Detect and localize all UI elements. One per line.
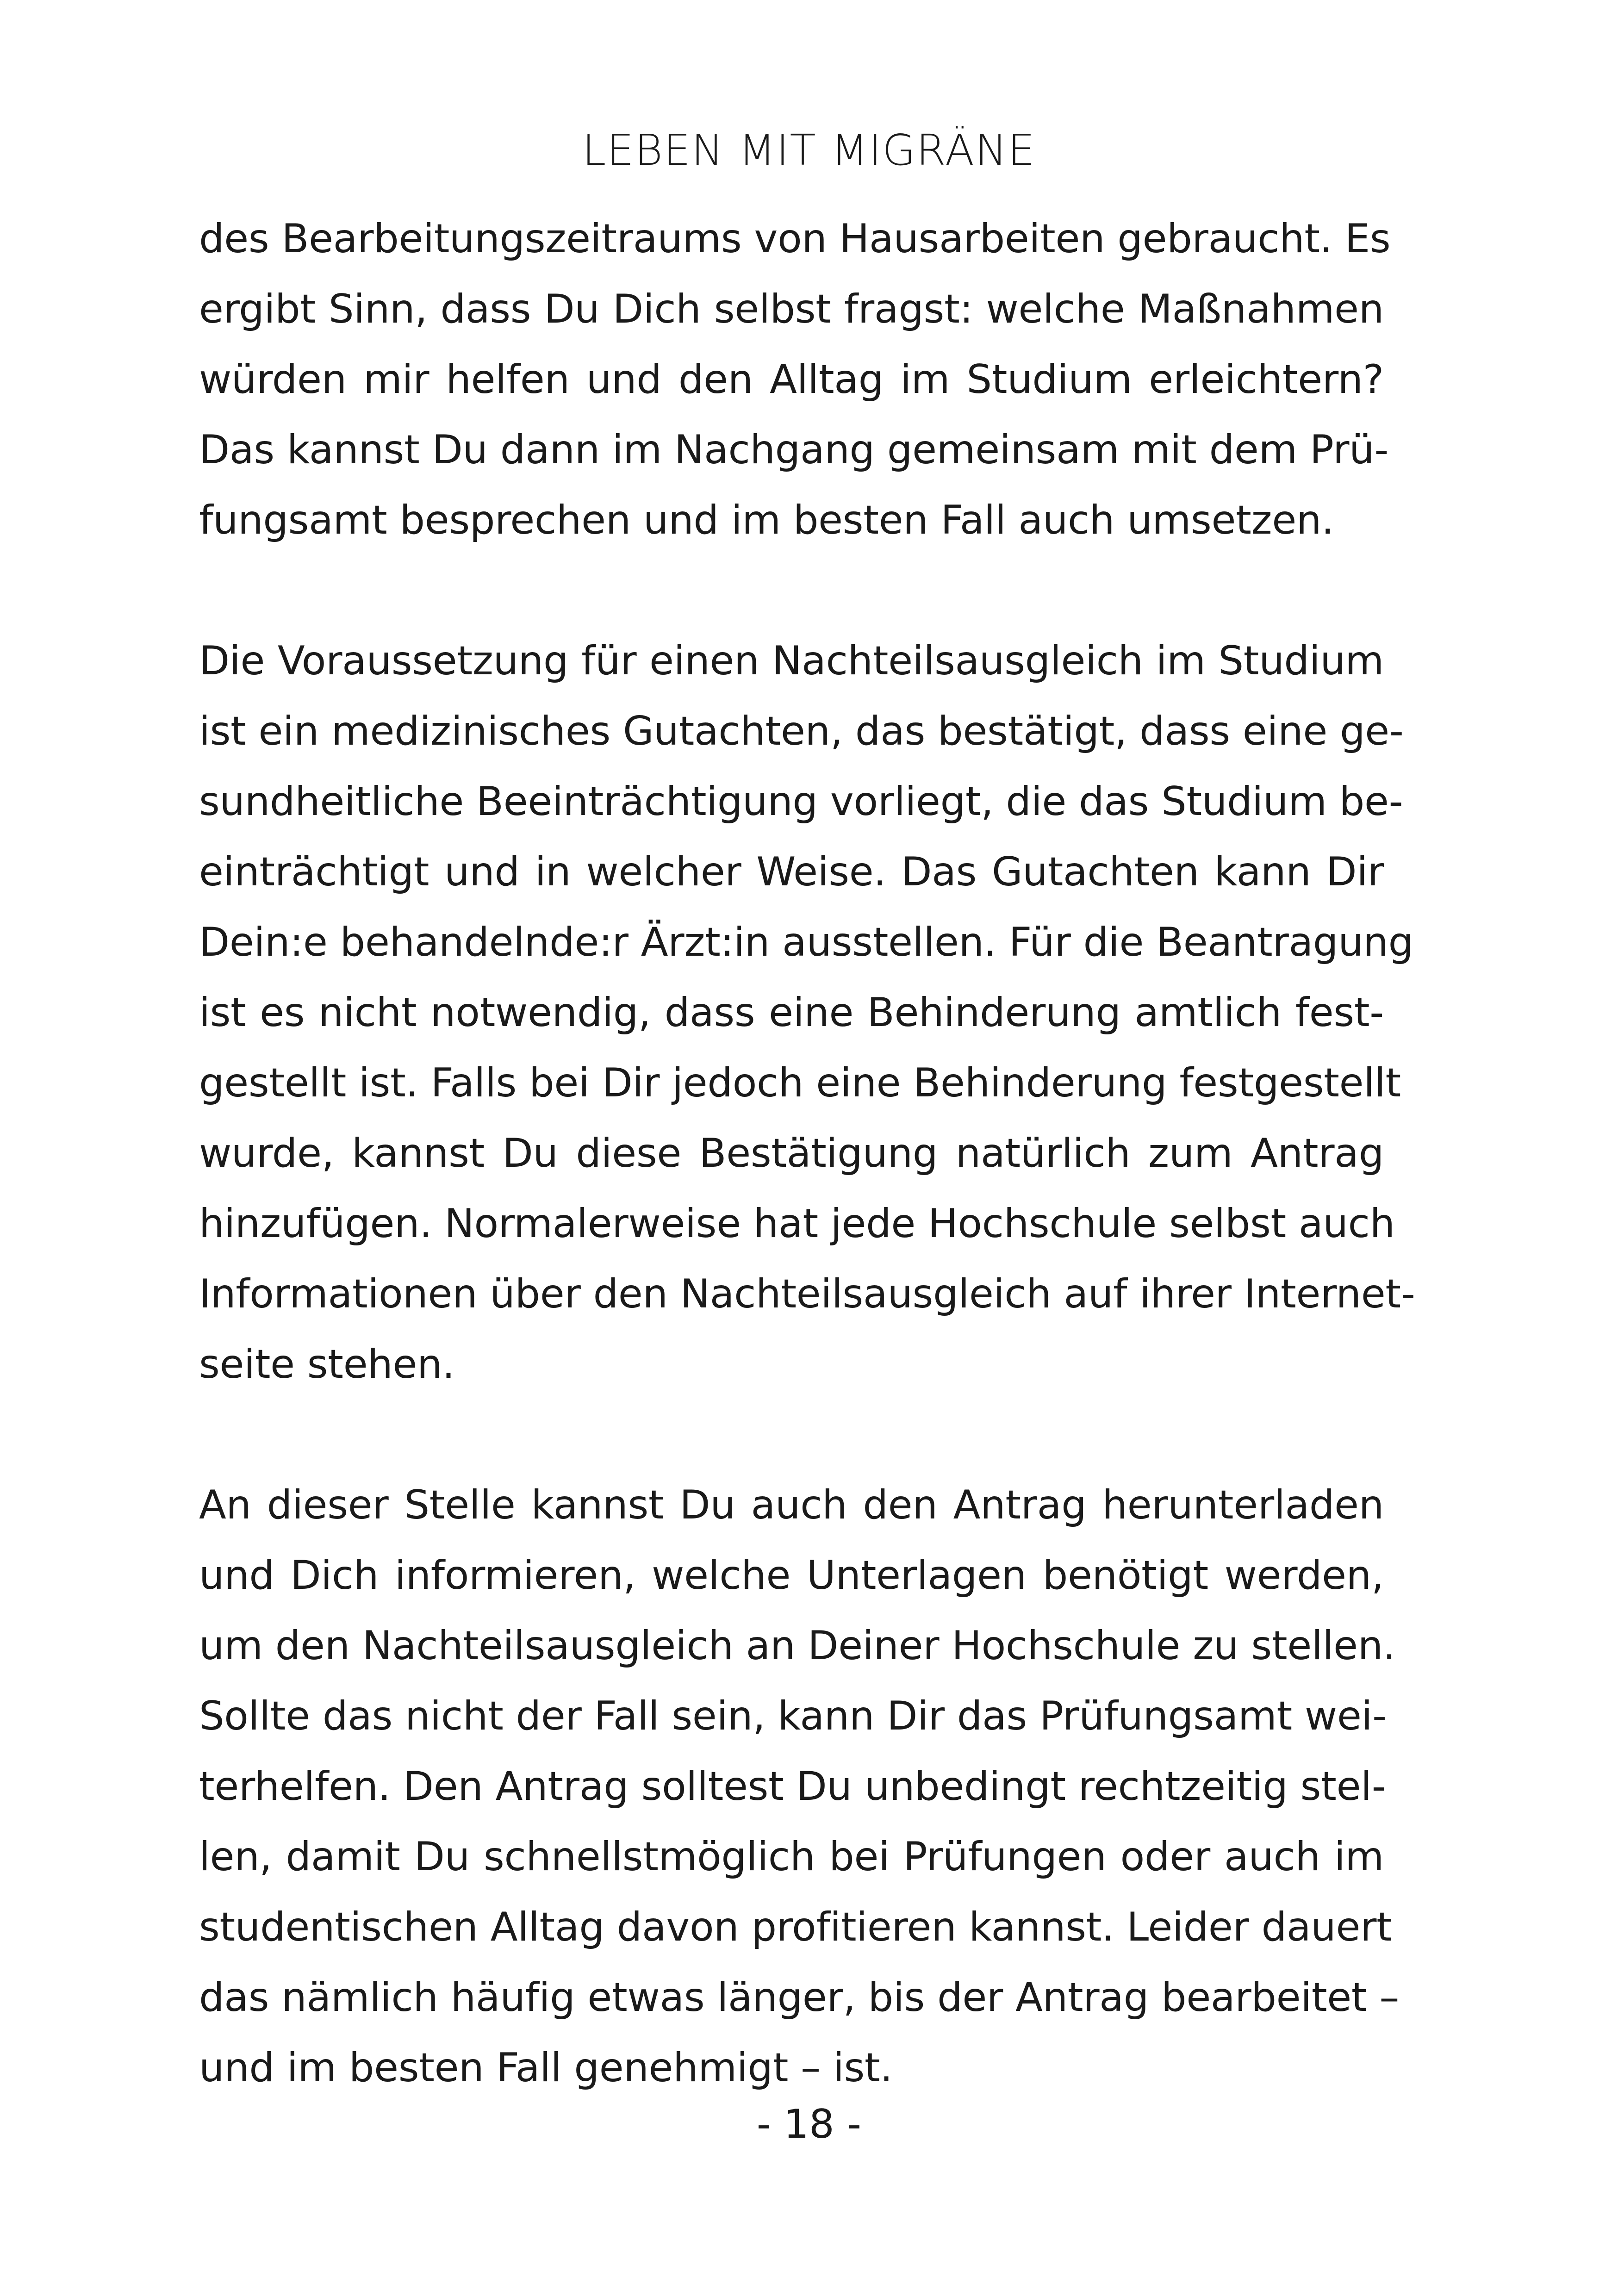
paragraph <box>199 1470 1400 2103</box>
paragraph <box>199 204 1391 555</box>
text-line: studentischen Alltag davon profitieren kannst. Leider dauert <box>199 1904 1392 1950</box>
text-line: des Bearbeitungszeitraums von Hausarbeiten gebraucht. Es <box>199 216 1391 262</box>
text-line: Die Voraussetzung für einen Nachteilsausgleich im Studium <box>199 638 1384 684</box>
text-line: um den Nachteilsausgleich an Deiner Hochschule zu stellen. <box>199 1623 1395 1669</box>
text-line: An dieser Stelle kannst Du auch den Antrag herunterladen <box>199 1482 1384 1528</box>
text-line: ist es nicht notwendig, dass eine Behinderung amtlich fest- <box>199 989 1384 1036</box>
text-line: ist ein medizinisches Gutachten, das bestätigt, dass eine ge- <box>199 708 1404 754</box>
text-line: und Dich informieren, welche Unterlagen benötigt werden, <box>199 1552 1384 1599</box>
text-line: sundheitliche Beeinträchtigung vorliegt, die das Studium be- <box>199 778 1403 825</box>
text-line: terhelfen. Den Antrag solltest Du unbedingt rechtzeitig stel- <box>199 1763 1386 1810</box>
text-line: Informationen über den Nachteilsausgleich auf ihrer Internet- <box>199 1271 1415 1317</box>
page-title: LEBEN MIT MIGRÄNE <box>582 125 1036 175</box>
text-line: Dein:e behandelnde:r Ärzt:in ausstellen. Für die Beantragung <box>199 919 1413 965</box>
text-line: wurde, kannst Du diese Bestätigung natürlich zum Antrag <box>199 1130 1384 1176</box>
paragraph <box>199 626 1415 1400</box>
text-line: würden mir helfen und den Alltag im Studium erleichtern? <box>199 356 1384 403</box>
text-line: fungsamt besprechen und im besten Fall auch umsetzen. <box>199 497 1334 543</box>
text-line: Sollte das nicht der Fall sein, kann Dir das Prüfungsamt wei- <box>199 1693 1387 1739</box>
text-line: einträchtigt und in welcher Weise. Das Gutachten kann Dir <box>199 849 1384 895</box>
text-line: und im besten Fall genehmigt – ist. <box>199 2045 893 2091</box>
text-line: das nämlich häufig etwas länger, bis der Antrag bearbeitet – <box>199 1974 1400 2021</box>
text-line: gestellt ist. Falls bei Dir jedoch eine Behinderung festgestellt <box>199 1060 1401 1106</box>
text-line: ergibt Sinn, dass Du Dich selbst fragst: welche Maßnahmen <box>199 286 1384 332</box>
page-number: - 18 - <box>756 2101 862 2147</box>
body-text <box>199 204 1415 2103</box>
text-line: Das kannst Du dann im Nachgang gemeinsam mit dem Prü- <box>199 427 1389 473</box>
text-line: len, damit Du schnellstmöglich bei Prüfungen oder auch im <box>199 1834 1384 1880</box>
text-line: hinzufügen. Normalerweise hat jede Hochschule selbst auch <box>199 1201 1395 1247</box>
text-line: seite stehen. <box>199 1341 455 1388</box>
